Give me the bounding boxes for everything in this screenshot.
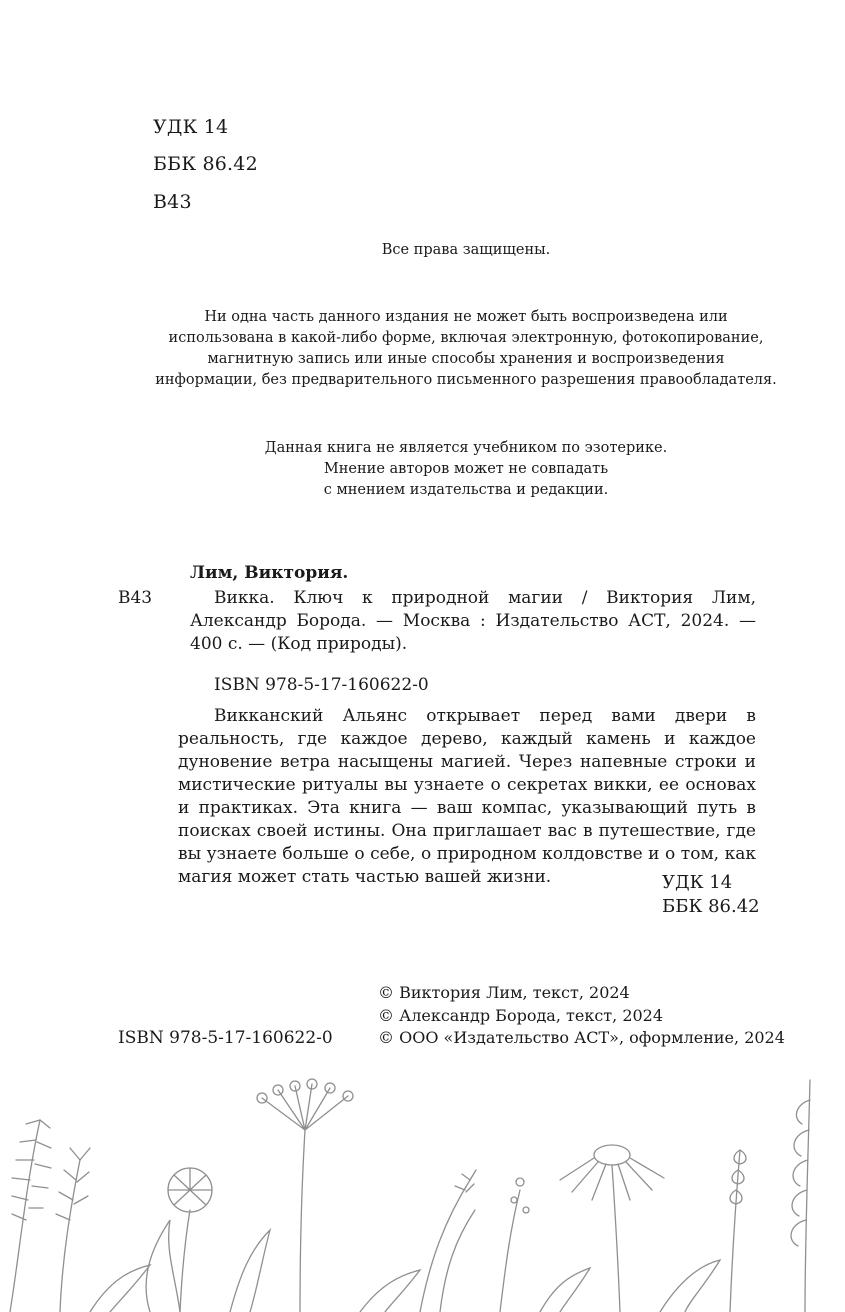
record-author: Лим, Виктория. [190, 563, 349, 583]
udk-code: УДК 14 [153, 116, 229, 138]
bbk-code: ББК 86.42 [153, 153, 258, 175]
record-bbk: ББК 86.42 [662, 896, 760, 917]
disclaimer-line: Мнение авторов может не совпадать [323, 461, 609, 477]
record-code: В43 [118, 588, 153, 608]
rights-notice-line: Ни одна часть данного издания не может быть воспроизведена или [204, 309, 728, 325]
footer-isbn: ISBN 978-5-17-160622-0 [118, 1028, 333, 1048]
copyright-line: © Виктория Лим, текст, 2024 [378, 983, 630, 1002]
copyright-line: © ООО «Издательство АСТ», оформление, 2024 [378, 1028, 785, 1047]
disclaimer-line: с мнением издательства и редакции. [323, 482, 609, 498]
author-sign: В43 [153, 191, 192, 213]
record-isbn: ISBN 978-5-17-160622-0 [214, 675, 429, 695]
rights-notice [150, 307, 782, 391]
disclaimer-line: Данная книга не является учебником по эзотерике. [264, 440, 668, 456]
record-udk: УДК 14 [662, 872, 733, 893]
copyright-block [378, 982, 785, 1050]
record-description: Викка. Ключ к природной магии / Виктория Лим, Александр Борода. — Москва : Издательство АСТ, 2024. — 400 с. — (Код природы). [190, 588, 756, 654]
record-annotation: Викканский Альянс открывает перед вами двери в реальность, где каждое дерево, каждый камень и каждое дуновение ветра насыщены магией. Через напевные строки и мистические ритуалы вы узнаете о секретах викки, ее основах и практиках. Эта книга — ваш компас, указывающий путь в поисках своей истины. Она приглашает вас в путешествие, где вы узнаете больше о себе, о природном колдовстве и о том, как магия может стать частью вашей жизни. [178, 706, 756, 887]
botanical-illustration [0, 1060, 845, 1312]
copyright-line: © Александр Борода, текст, 2024 [378, 1005, 664, 1025]
rights-notice-line: использована в какой-либо форме, включая электронную, фотокопирование, [168, 330, 764, 346]
rights-notice-line: магнитную запись или иные способы хранения и воспроизведения [207, 351, 725, 367]
rights-notice-line: информации, без предварительного письменного разрешения правообладателя. [155, 372, 777, 388]
disclaimer [150, 438, 782, 501]
rights-title: Все права защищены. [381, 242, 551, 258]
